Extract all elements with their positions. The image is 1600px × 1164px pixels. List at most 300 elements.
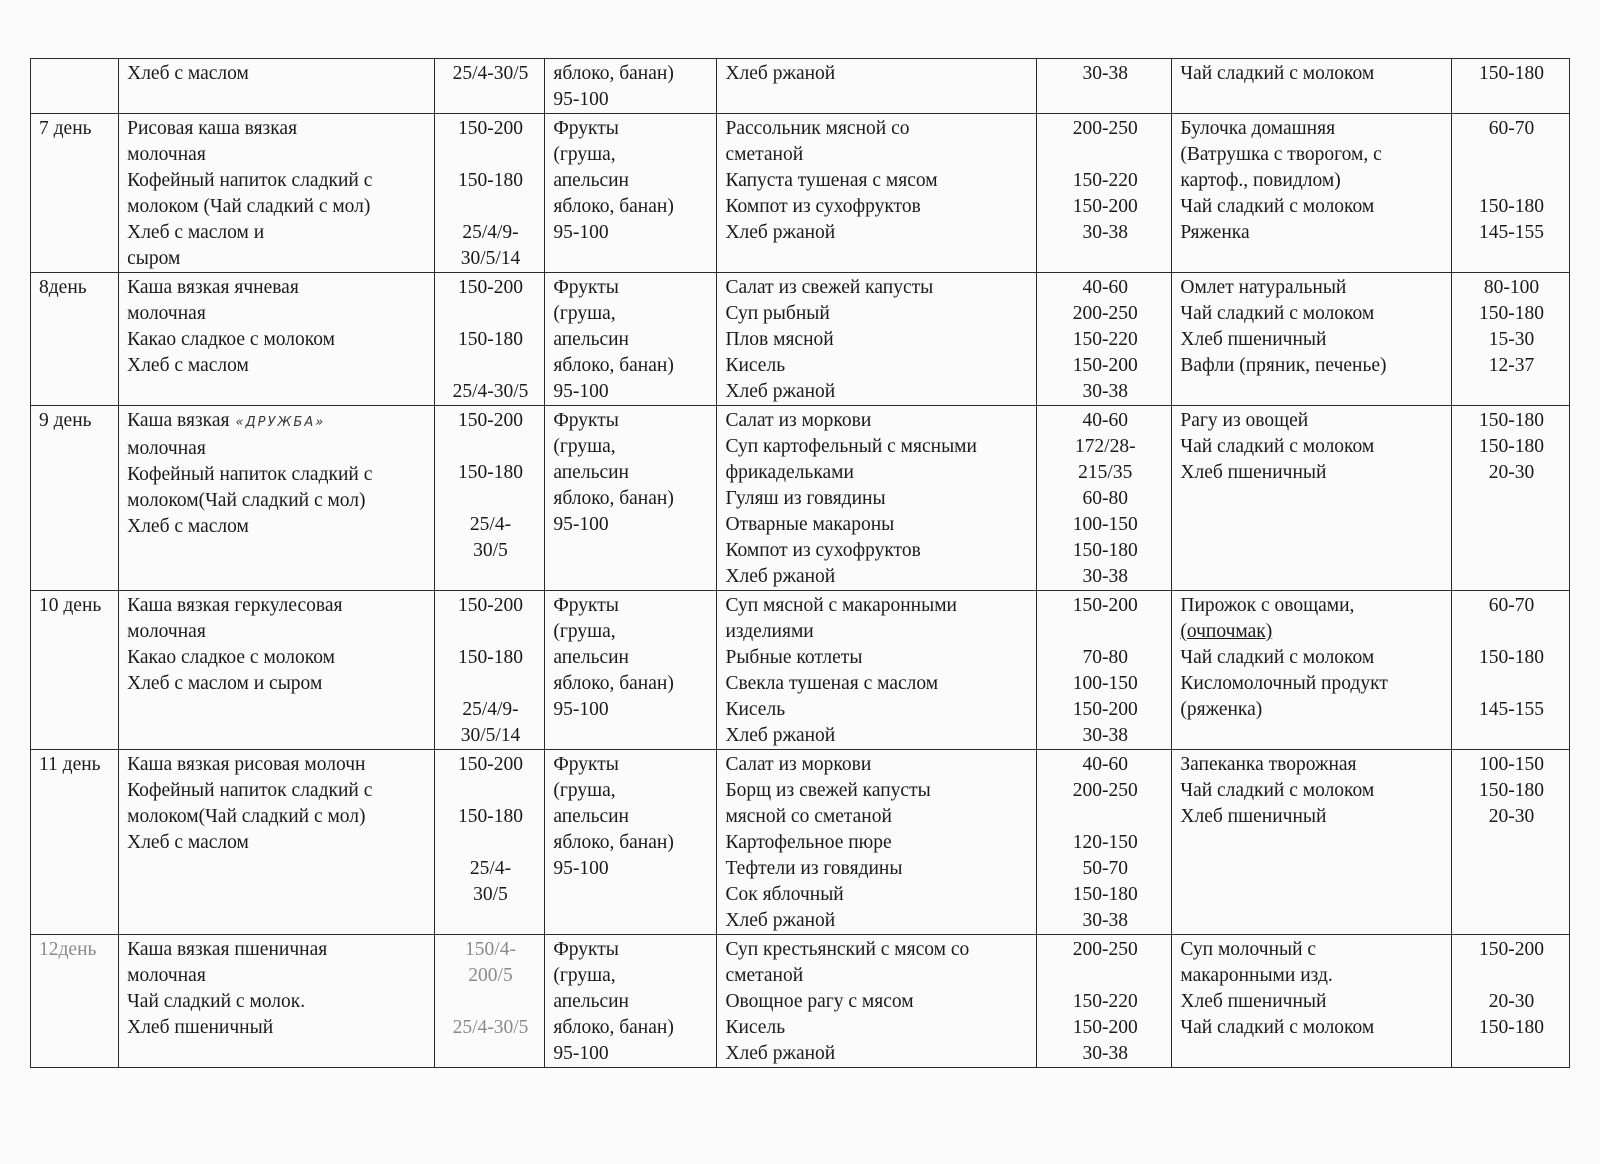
cell-text: Какао сладкое с молоком xyxy=(127,647,335,668)
cell-line xyxy=(553,353,710,379)
cell-line xyxy=(1045,564,1165,590)
cell-text: 150-200 xyxy=(458,410,524,431)
cell-text: макаронными изд. xyxy=(1180,965,1333,986)
cell-line xyxy=(443,989,539,1015)
cell-line xyxy=(1180,804,1445,830)
cell-line xyxy=(1180,61,1445,87)
cell-line xyxy=(725,1015,1030,1041)
cell-line xyxy=(553,275,710,301)
cell-text: 150-200 xyxy=(1479,939,1545,960)
cell-text: Хлеб ржаной xyxy=(725,910,836,931)
lunch-amount-cell xyxy=(1037,750,1172,935)
cell-line xyxy=(553,379,710,405)
cell-text: 60-80 xyxy=(1082,488,1129,509)
cell-text: Хлеб с маслом xyxy=(127,832,249,853)
cell-line xyxy=(1180,963,1445,989)
cell-line xyxy=(553,408,710,434)
cell-text: Тефтели из говядины xyxy=(725,858,903,879)
cell-text: 100-150 xyxy=(1072,514,1138,535)
cell-line xyxy=(725,752,1030,778)
day-cell xyxy=(31,935,119,1068)
cell-line xyxy=(1460,804,1563,830)
cell-text: 150-180 xyxy=(458,170,524,191)
cell-text: 150-180 xyxy=(1479,1017,1545,1038)
cell-text: Плов мясной xyxy=(725,329,834,350)
cell-line xyxy=(1045,353,1165,379)
cell-line xyxy=(127,989,428,1015)
cell-line xyxy=(1460,301,1563,327)
cell-text: 150-180 xyxy=(1072,540,1138,561)
cell-text: 200-250 xyxy=(1072,118,1138,139)
cell-line xyxy=(1045,593,1165,619)
cell-text: 60-70 xyxy=(1488,118,1535,139)
cell-text: Суп картофельный с мясными xyxy=(725,436,977,457)
cell-text: 25/4- xyxy=(469,514,512,535)
cell-line xyxy=(443,116,539,142)
cell-line xyxy=(725,116,1030,142)
cell-line xyxy=(1460,220,1563,246)
breakfast-amount-cell xyxy=(434,273,545,406)
cell-line xyxy=(127,327,428,353)
lunch-amount-cell xyxy=(1037,406,1172,591)
afternoon-cell xyxy=(1172,59,1452,114)
cell-line xyxy=(1045,723,1165,749)
day-label: 11 день xyxy=(39,754,101,775)
cell-text: Каша вязкая рисовая молочн xyxy=(127,754,366,775)
cell-line xyxy=(725,619,1030,645)
cell-line xyxy=(553,671,710,697)
cell-text: Хлеб пшеничный xyxy=(1180,806,1327,827)
cell-text: апельсин xyxy=(553,170,629,191)
cell-text: Чай сладкий с молоком xyxy=(1180,196,1375,217)
cell-line xyxy=(443,220,539,246)
breakfast-amount-cell xyxy=(434,935,545,1068)
cell-text: молочная xyxy=(127,621,206,642)
lunch-cell xyxy=(717,59,1037,114)
cell-line xyxy=(553,989,710,1015)
breakfast-cell xyxy=(119,935,435,1068)
cell-text: молоком (Чай сладкий с мол) xyxy=(127,196,371,217)
cell-line xyxy=(1045,512,1165,538)
cell-text: 95-100 xyxy=(553,514,609,535)
cell-line xyxy=(725,220,1030,246)
cell-text: 30/5/14 xyxy=(460,248,521,269)
cell-line xyxy=(725,460,1030,486)
cell-line xyxy=(553,937,710,963)
afternoon-cell xyxy=(1172,591,1452,750)
cell-line xyxy=(1460,937,1563,963)
cell-line xyxy=(1460,1015,1563,1041)
snack-cell xyxy=(545,935,717,1068)
cell-line xyxy=(127,408,428,436)
cell-text: Хлеб пшеничный xyxy=(127,1017,274,1038)
cell-text: 30-38 xyxy=(1082,63,1129,84)
lunch-cell xyxy=(717,750,1037,935)
cell-text: молочная xyxy=(127,438,206,459)
day-label: 9 день xyxy=(39,410,92,431)
cell-text: Кисель xyxy=(725,1017,786,1038)
cell-text: 172/28- xyxy=(1074,436,1136,457)
cell-line xyxy=(553,856,710,882)
cell-line xyxy=(553,1015,710,1041)
cell-line xyxy=(443,830,539,856)
cell-text: Фрукты xyxy=(553,595,619,616)
cell-line xyxy=(725,564,1030,590)
cell-text: 150-180 xyxy=(458,462,524,483)
lunch-amount-cell xyxy=(1037,591,1172,750)
menu-row xyxy=(31,591,1570,750)
cell-line xyxy=(553,434,710,460)
lunch-cell xyxy=(717,273,1037,406)
cell-text: 100-150 xyxy=(1479,754,1545,775)
cell-line xyxy=(1045,301,1165,327)
cell-line xyxy=(1460,989,1563,1015)
cell-text: 150-180 xyxy=(1479,410,1545,431)
cell-line xyxy=(443,804,539,830)
cell-line xyxy=(1045,275,1165,301)
cell-line xyxy=(1180,752,1445,778)
breakfast-cell xyxy=(119,114,435,273)
day-label: 10 день xyxy=(39,595,102,616)
cell-line xyxy=(1460,671,1563,697)
cell-line xyxy=(1460,116,1563,142)
cell-text: Кисель xyxy=(725,355,786,376)
cell-line xyxy=(725,671,1030,697)
cell-line xyxy=(725,723,1030,749)
cell-text: 200/5 xyxy=(468,965,513,986)
cell-text: 30/5 xyxy=(473,884,508,905)
day-cell xyxy=(31,406,119,591)
cell-line xyxy=(553,142,710,168)
cell-text: 145-155 xyxy=(1479,699,1545,720)
cell-text: молочная xyxy=(127,965,206,986)
cell-text: 150-180 xyxy=(458,806,524,827)
day-label: 8день xyxy=(39,277,87,298)
cell-text: 150-180 xyxy=(1479,780,1545,801)
cell-text: 150-180 xyxy=(458,647,524,668)
cell-line xyxy=(127,194,428,220)
cell-text: фрикадельками xyxy=(725,462,854,483)
cell-line xyxy=(1460,353,1563,379)
cell-text: апельсин xyxy=(553,329,629,350)
cell-text: Чай сладкий с молоком xyxy=(1180,780,1375,801)
cell-line xyxy=(553,460,710,486)
cell-text: Чай сладкий с молоком xyxy=(1180,647,1375,668)
cell-line xyxy=(127,937,428,963)
cell-text: 150-220 xyxy=(1072,170,1138,191)
cell-text: 200-250 xyxy=(1072,939,1138,960)
cell-line xyxy=(553,301,710,327)
cell-line xyxy=(1045,434,1165,460)
cell-text: 60-70 xyxy=(1488,595,1535,616)
cell-line xyxy=(553,778,710,804)
day-cell xyxy=(31,114,119,273)
cell-line xyxy=(1045,379,1165,405)
cell-text: Кофейный напиток сладкий с xyxy=(127,464,373,485)
cell-line xyxy=(1460,963,1563,989)
cell-line xyxy=(553,220,710,246)
cell-text: Хлеб ржаной xyxy=(725,1043,836,1064)
cell-text: Кофейный напиток сладкий с xyxy=(127,170,373,191)
cell-line xyxy=(725,778,1030,804)
cell-text: молоком(Чай сладкий с мол) xyxy=(127,806,366,827)
cell-text: 150-200 xyxy=(458,754,524,775)
cell-line xyxy=(127,168,428,194)
cell-line xyxy=(725,538,1030,564)
cell-line xyxy=(443,856,539,882)
cell-text: 150-200 xyxy=(458,118,524,139)
afternoon-cell xyxy=(1172,406,1452,591)
cell-line xyxy=(443,327,539,353)
cell-line xyxy=(443,937,539,963)
cell-line xyxy=(1045,168,1165,194)
cell-text: Рисовая каша вязкая xyxy=(127,118,298,139)
cell-text: картоф., повидлом) xyxy=(1180,170,1341,191)
cell-text: Салат из моркови xyxy=(725,410,872,431)
cell-line xyxy=(443,275,539,301)
cell-line xyxy=(725,804,1030,830)
cell-line xyxy=(1460,61,1563,87)
cell-line xyxy=(127,488,428,514)
cell-text: Вафли (пряник, печенье) xyxy=(1180,355,1387,376)
cell-text: Каша вязкая xyxy=(127,410,230,431)
cell-text: (ряженка) xyxy=(1180,699,1263,720)
cell-line xyxy=(553,61,710,87)
cell-text: яблоко, банан) xyxy=(553,488,674,509)
cell-line xyxy=(1180,619,1445,645)
cell-text: Капуста тушеная с мясом xyxy=(725,170,938,191)
cell-text: (груша, xyxy=(553,436,616,457)
cell-line xyxy=(1180,168,1445,194)
cell-line xyxy=(127,671,428,697)
cell-line xyxy=(443,697,539,723)
cell-line xyxy=(443,61,539,87)
cell-text: Хлеб с маслом xyxy=(127,355,249,376)
cell-text: Хлеб ржаной xyxy=(725,725,836,746)
day-cell xyxy=(31,59,119,114)
breakfast-cell xyxy=(119,59,435,114)
cell-text: Ряженка xyxy=(1180,222,1250,243)
cell-line xyxy=(127,830,428,856)
cell-line xyxy=(1045,671,1165,697)
cell-text: Овощное рагу с мясом xyxy=(725,991,914,1012)
snack-cell xyxy=(545,114,717,273)
cell-text: (груша, xyxy=(553,144,616,165)
cell-text: (груша, xyxy=(553,965,616,986)
lunch-amount-cell xyxy=(1037,935,1172,1068)
cell-text: 150-200 xyxy=(458,277,524,298)
lunch-cell xyxy=(717,935,1037,1068)
cell-text: молочная xyxy=(127,144,206,165)
cell-text: молочная xyxy=(127,303,206,324)
cell-line xyxy=(127,1015,428,1041)
cell-text: Свекла тушеная с маслом xyxy=(725,673,939,694)
breakfast-amount-cell xyxy=(434,114,545,273)
cell-text: 25/4/9- xyxy=(462,699,519,720)
cell-line xyxy=(443,752,539,778)
cell-line xyxy=(127,804,428,830)
cell-text: Омлет натуральный xyxy=(1180,277,1347,298)
cell-text: Хлеб пшеничный xyxy=(1180,329,1327,350)
cell-text: Фрукты xyxy=(553,277,619,298)
cell-line xyxy=(1460,194,1563,220)
cell-line xyxy=(725,168,1030,194)
lunch-amount-cell xyxy=(1037,59,1172,114)
cell-line xyxy=(127,220,428,246)
menu-row xyxy=(31,406,1570,591)
cell-text: 20-30 xyxy=(1488,462,1535,483)
cell-text: 70-80 xyxy=(1082,647,1129,668)
cell-line xyxy=(1045,460,1165,486)
cell-text: 30-38 xyxy=(1082,725,1129,746)
breakfast-cell xyxy=(119,750,435,935)
cell-line xyxy=(1180,275,1445,301)
afternoon-cell xyxy=(1172,935,1452,1068)
cell-text: 40-60 xyxy=(1082,754,1129,775)
cell-line xyxy=(553,645,710,671)
cell-line xyxy=(1045,142,1165,168)
cell-text: Картофельное пюре xyxy=(725,832,892,853)
cell-text: Отварные макароны xyxy=(725,514,895,535)
cell-text: апельсин xyxy=(553,462,629,483)
cell-text: 200-250 xyxy=(1072,780,1138,801)
day-cell xyxy=(31,750,119,935)
cell-line xyxy=(443,434,539,460)
lunch-cell xyxy=(717,406,1037,591)
cell-line xyxy=(1460,460,1563,486)
lunch-cell xyxy=(717,591,1037,750)
cell-line xyxy=(1460,697,1563,723)
afternoon-amount-cell xyxy=(1452,59,1570,114)
cell-text: 15-30 xyxy=(1488,329,1535,350)
cell-text: 25/4-30/5 xyxy=(452,381,529,402)
cell-text: сметаной xyxy=(725,144,804,165)
cell-line xyxy=(1045,856,1165,882)
cell-text: изделиями xyxy=(725,621,814,642)
cell-text: 150-220 xyxy=(1072,991,1138,1012)
cell-text: Сок яблочный xyxy=(725,884,844,905)
cell-line xyxy=(443,512,539,538)
cell-line xyxy=(1045,61,1165,87)
afternoon-amount-cell xyxy=(1452,591,1570,750)
cell-line xyxy=(1045,937,1165,963)
cell-line xyxy=(127,963,428,989)
afternoon-amount-cell xyxy=(1452,406,1570,591)
cell-line xyxy=(553,512,710,538)
cell-text: (груша, xyxy=(553,621,616,642)
cell-text: (Ватрушка с творогом, с xyxy=(1180,144,1382,165)
cell-line xyxy=(1180,327,1445,353)
cell-line xyxy=(1460,275,1563,301)
cell-line xyxy=(553,619,710,645)
cell-line xyxy=(1180,593,1445,619)
cell-line xyxy=(1180,408,1445,434)
cell-text: 95-100 xyxy=(553,381,609,402)
cell-text: 150-180 xyxy=(458,329,524,350)
cell-text: 150-180 xyxy=(1479,647,1545,668)
cell-line xyxy=(127,514,428,540)
cell-line xyxy=(443,593,539,619)
cell-line xyxy=(725,61,1030,87)
cell-text: Чай сладкий с молоком xyxy=(1180,303,1375,324)
cell-line xyxy=(443,379,539,405)
cell-line xyxy=(725,830,1030,856)
cell-line xyxy=(725,512,1030,538)
cell-text: 150-200 xyxy=(1072,1017,1138,1038)
cell-line xyxy=(127,593,428,619)
cell-line xyxy=(725,697,1030,723)
cell-text: Борщ из свежей капусты xyxy=(725,780,931,801)
cell-line xyxy=(725,882,1030,908)
cell-line xyxy=(1045,830,1165,856)
cell-line xyxy=(1045,697,1165,723)
cell-line xyxy=(1460,778,1563,804)
cell-line xyxy=(553,168,710,194)
cell-line xyxy=(1180,1015,1445,1041)
cell-text: 150-200 xyxy=(458,595,524,616)
afternoon-amount-cell xyxy=(1452,750,1570,935)
cell-text: Хлеб с маслом и xyxy=(127,222,265,243)
cell-text: Каша вязкая геркулесовая xyxy=(127,595,343,616)
cell-line xyxy=(553,116,710,142)
cell-text: Кофейный напиток сладкий с xyxy=(127,780,373,801)
cell-text: 100-150 xyxy=(1072,673,1138,694)
cell-text: 30-38 xyxy=(1082,1043,1129,1064)
cell-text: яблоко, банан) xyxy=(553,1017,674,1038)
cell-text: Хлеб ржаной xyxy=(725,566,836,587)
breakfast-cell xyxy=(119,273,435,406)
cell-text: (очпочмак) xyxy=(1180,621,1273,642)
snack-cell xyxy=(545,59,717,114)
menu-row xyxy=(31,750,1570,935)
cell-line xyxy=(553,486,710,512)
cell-text: 30-38 xyxy=(1082,222,1129,243)
snack-cell xyxy=(545,273,717,406)
cell-line xyxy=(1460,408,1563,434)
cell-line xyxy=(127,275,428,301)
cell-line xyxy=(1460,168,1563,194)
cell-line xyxy=(725,645,1030,671)
menu-row xyxy=(31,59,1570,114)
cell-text: 30/5/14 xyxy=(460,725,521,746)
cell-text: 145-155 xyxy=(1479,222,1545,243)
cell-line xyxy=(443,619,539,645)
cell-line xyxy=(553,87,710,113)
cell-text: Рассольник мясной со xyxy=(725,118,910,139)
cell-line xyxy=(725,353,1030,379)
cell-line xyxy=(127,61,428,87)
cell-text: Кисломолочный продукт xyxy=(1180,673,1388,694)
cell-line xyxy=(443,142,539,168)
cell-text: 12-37 xyxy=(1488,355,1535,376)
cell-line xyxy=(1180,194,1445,220)
cell-text: Хлеб пшеничный xyxy=(1180,991,1327,1012)
cell-line xyxy=(127,353,428,379)
cell-text: молоком(Чай сладкий с мол) xyxy=(127,490,366,511)
cell-text: апельсин xyxy=(553,806,629,827)
cell-line xyxy=(1045,778,1165,804)
cell-line xyxy=(1460,327,1563,353)
cell-line xyxy=(725,275,1030,301)
cell-text: 95-100 xyxy=(553,699,609,720)
cell-line xyxy=(553,752,710,778)
cell-text: 215/35 xyxy=(1078,462,1133,483)
afternoon-amount-cell xyxy=(1452,114,1570,273)
cell-line xyxy=(1180,937,1445,963)
cell-line xyxy=(443,538,539,564)
cell-text: апельсин xyxy=(553,647,629,668)
snack-cell xyxy=(545,750,717,935)
